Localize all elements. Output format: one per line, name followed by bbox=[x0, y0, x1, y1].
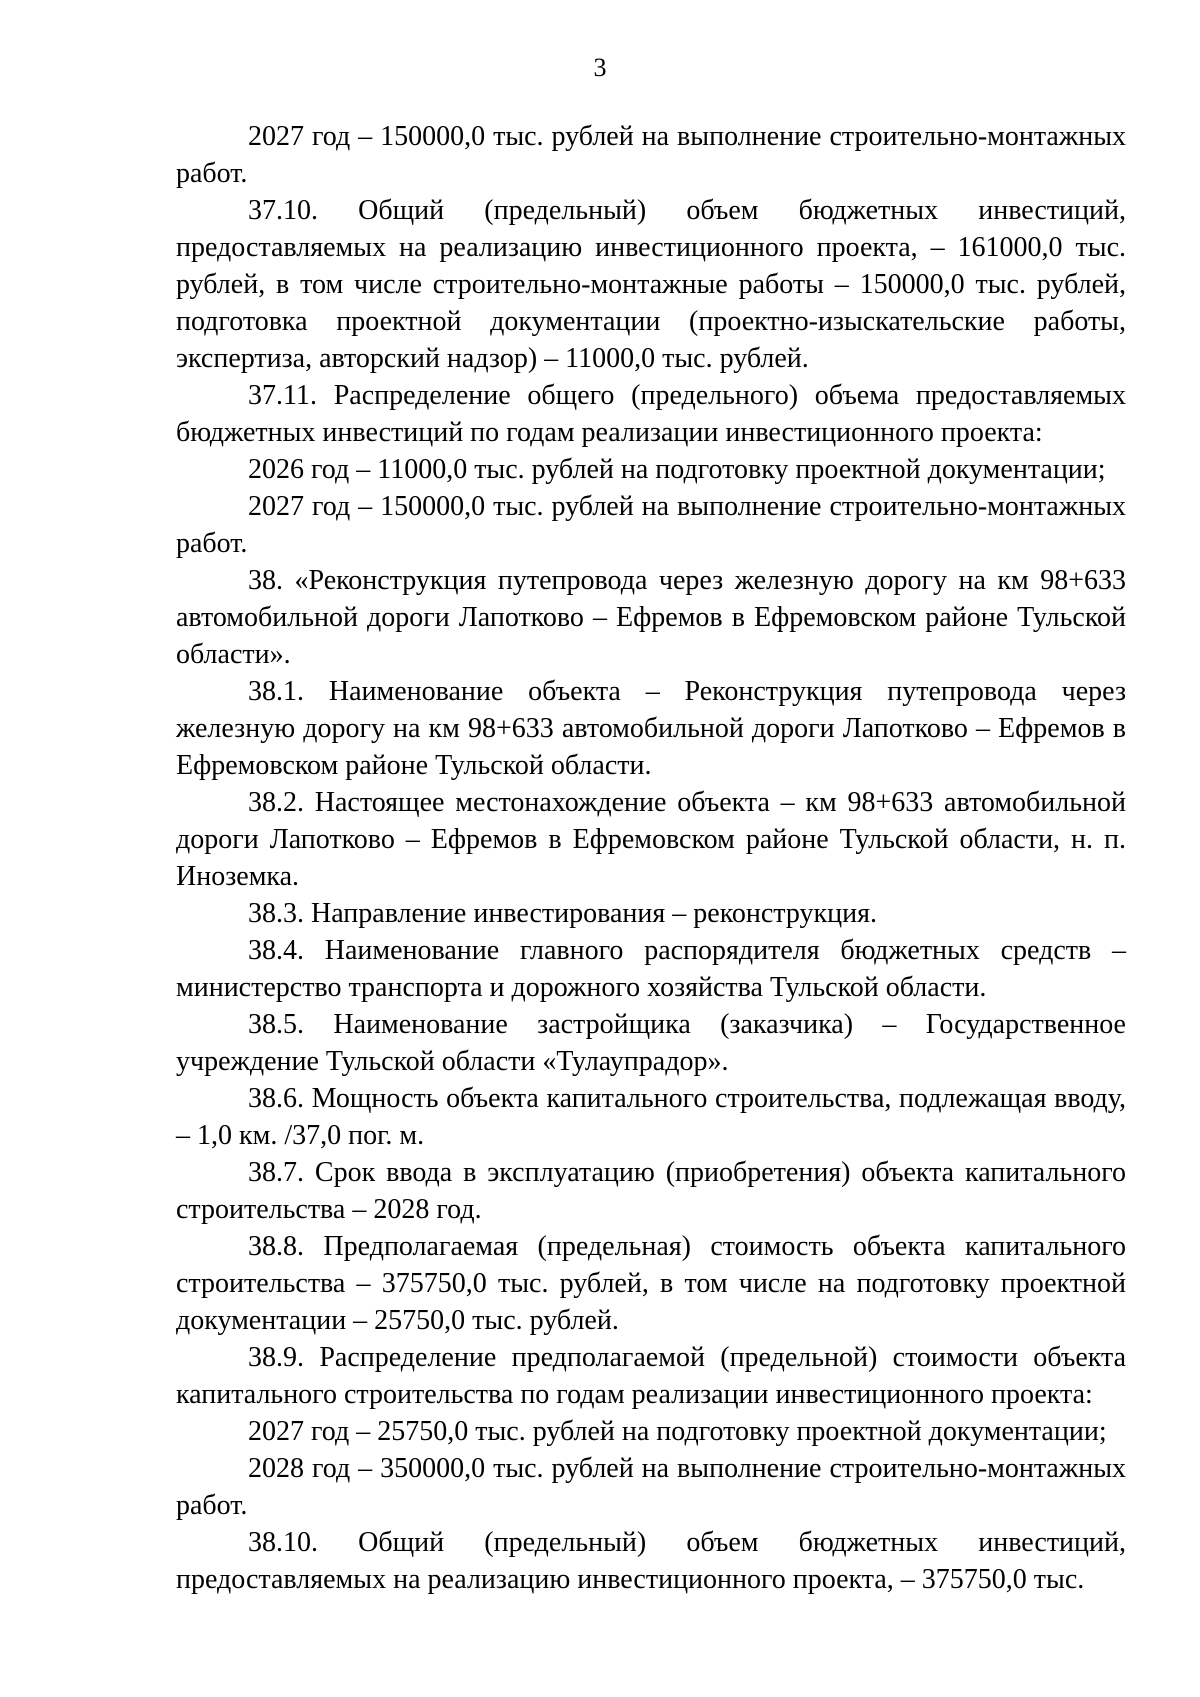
paragraph: 2027 год – 25750,0 тыс. рублей на подготовку проектной документации; bbox=[248, 1416, 1107, 1447]
paragraph: 38.5. Наименование застройщика (заказчика) – Государственное учреждение Тульской области «Тулаупрадор». bbox=[176, 1009, 1126, 1077]
paragraph: 38.2. Настоящее местонахождение объекта – км 98+633 автомобильной дороги Лапотково – Ефремов в Ефремовском районе Тульской области, н. п. Иноземка. bbox=[176, 787, 1126, 892]
paragraph: 38.6. Мощность объекта капитального строительства, подлежащая вводу, – 1,0 км. /37,0 пог. м. bbox=[176, 1083, 1126, 1151]
paragraph: 2028 год – 350000,0 тыс. рублей на выполнение строительно-монтажных работ. bbox=[176, 1453, 1126, 1521]
paragraph: 2027 год – 150000,0 тыс. рублей на выполнение строительно-монтажных работ. bbox=[176, 121, 1126, 189]
paragraph: 37.11. Распределение общего (предельного) объема предоставляемых бюджетных инвестиций по годам реализации инвестиционного проекта: bbox=[176, 380, 1126, 448]
page-number: 3 bbox=[593, 53, 607, 82]
paragraph: 2026 год – 11000,0 тыс. рублей на подготовку проектной документации; bbox=[248, 454, 1106, 485]
document-body bbox=[176, 118, 1126, 1598]
paragraph: 38.1. Наименование объекта – Реконструкция путепровода через железную дорогу на км 98+633 автомобильной дороги Лапотково – Ефремов в Ефремовском районе Тульской области. bbox=[176, 676, 1126, 781]
paragraph: 38. «Реконструкция путепровода через железную дорогу на км 98+633 автомобильной дороги Лапотково – Ефремов в Ефремовском районе Тульской области». bbox=[176, 565, 1126, 670]
paragraph: 38.10. Общий (предельный) объем бюджетных инвестиций, предоставляемых на реализацию инвестиционного проекта, – 375750,0 тыс. bbox=[176, 1527, 1126, 1595]
paragraph: 38.7. Срок ввода в эксплуатацию (приобретения) объекта капитального строительства – 2028 год. bbox=[176, 1157, 1126, 1225]
paragraph: 37.10. Общий (предельный) объем бюджетных инвестиций, предоставляемых на реализацию инвестиционного проекта, – 161000,0 тыс. рублей, в том числе строительно-монтажные работы – 150000,0 тыс. рублей, подготовка проектной документации (проектно-изыскательские работы, экспертиза, авторский надзор) – 11000,0 тыс. рублей. bbox=[176, 195, 1126, 374]
paragraph: 38.4. Наименование главного распорядителя бюджетных средств – министерство транспорта и дорожного хозяйства Тульской области. bbox=[176, 935, 1126, 1003]
paragraph: 38.3. Направление инвестирования – реконструкция. bbox=[248, 898, 877, 929]
paragraph: 2027 год – 150000,0 тыс. рублей на выполнение строительно-монтажных работ. bbox=[176, 491, 1126, 559]
paragraph: 38.9. Распределение предполагаемой (предельной) стоимости объекта капитального строительства по годам реализации инвестиционного проекта: bbox=[176, 1342, 1126, 1410]
paragraph: 38.8. Предполагаемая (предельная) стоимость объекта капитального строительства – 375750,0 тыс. рублей, в том числе на подготовку проектной документации – 25750,0 тыс. рублей. bbox=[176, 1231, 1126, 1336]
